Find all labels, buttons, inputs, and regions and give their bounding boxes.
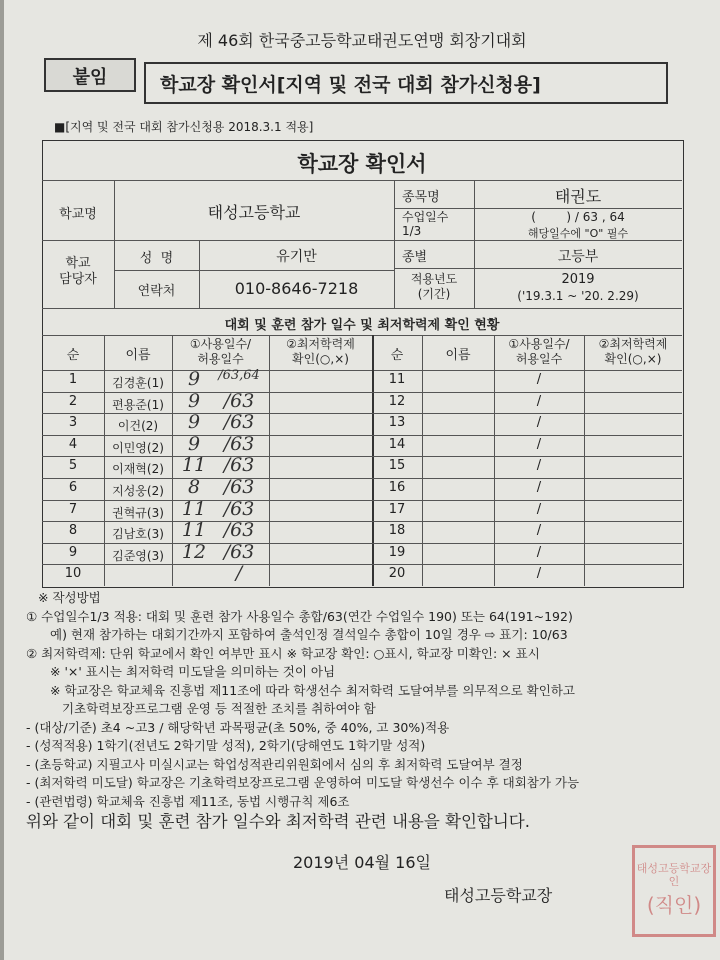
- row-name: 지성웅(2): [112, 484, 164, 498]
- row-number: 3: [68, 415, 78, 431]
- header-title-box: [144, 62, 668, 104]
- row-name: 이건(2): [117, 419, 159, 434]
- date: 2019년 04월 16일: [293, 853, 431, 872]
- row-number: 2: [68, 393, 78, 409]
- row-number-right: 13: [388, 415, 406, 431]
- row-used-days: 11: [181, 497, 207, 520]
- seal-stamp: 태성고등학교장인: [636, 862, 712, 888]
- official-seal: [632, 845, 716, 937]
- col-header-check: ②최저학력제 확인(○,×): [286, 337, 355, 366]
- row-allowed-days: /63,64: [218, 368, 260, 383]
- contact-value: 010-8646-7218: [234, 279, 359, 298]
- row-number: 1: [68, 372, 78, 387]
- row-allowed-days: /63: [223, 476, 255, 498]
- col-header-name-2: 이름: [445, 348, 471, 363]
- row-allowed-days: /63: [223, 389, 255, 412]
- row-days-right: /: [536, 544, 542, 560]
- row-number: 10: [64, 566, 82, 582]
- row-days-right: /: [536, 480, 542, 495]
- row-number-right: 16: [388, 480, 406, 495]
- row-allowed-days: /63: [223, 432, 255, 455]
- row-used-days: 11: [181, 519, 207, 542]
- row-name: 이재혁(2): [112, 462, 164, 477]
- header-title: 학교장 확인서[지역 및 전국 대회 참가신청용]: [160, 74, 541, 96]
- year-value: 2019: [561, 272, 595, 287]
- school-value: 태성고등학교: [207, 203, 301, 222]
- row-number-right: 11: [388, 372, 406, 387]
- row-number-right: 19: [388, 544, 406, 560]
- principal: 태성고등학교장: [444, 886, 553, 905]
- row-number-right: 15: [388, 458, 406, 474]
- row-days-right: /: [536, 501, 542, 517]
- instruction-line: - (초등학교) 지필고사 미실시교는 학업성적관리위원회에서 심의 후 최저학력 도달여부 결정: [26, 756, 523, 772]
- school-label: 학교명: [59, 207, 97, 222]
- row-days-right: /: [536, 566, 542, 582]
- row-number: 8: [68, 523, 78, 539]
- row-number-right: 17: [388, 501, 406, 517]
- row-number-right: 14: [388, 436, 406, 452]
- instruction-line: ※ 작성방법: [38, 590, 101, 605]
- row-used-days: 9: [187, 389, 201, 412]
- row-name: 김준영(3): [112, 548, 164, 563]
- row-allowed-days: /63: [223, 497, 255, 520]
- row-name: 편용준(1): [112, 397, 164, 412]
- row-number: 7: [68, 501, 78, 517]
- name-label: 성 명: [139, 251, 174, 266]
- row-allowed-days: /63: [223, 454, 255, 477]
- row-number-right: 20: [388, 566, 406, 582]
- row-days-right: /: [536, 458, 542, 474]
- instruction-line: - (관련법령) 학교체육 진흥법 제11조, 동법 시행규칙 제6조: [26, 793, 350, 809]
- division-label: 종별: [402, 250, 428, 265]
- col-header-name: 이름: [125, 348, 151, 363]
- contact-label: 연락처: [137, 284, 176, 299]
- instruction-line: ② 최저학력제: 단위 학교에서 확인 여부만 표시 ※ 학교장 확인: ○표시, 학교장 미확인: × 표시: [26, 645, 540, 661]
- row-name: 이민영(2): [112, 440, 164, 455]
- instruction-line: ① 수업일수1/3 적용: 대회 및 훈련 참가 사용일수 총합/63(연간 수업일수 190) 또는 64(191~192): [26, 608, 573, 624]
- row-days-right: /: [536, 436, 542, 452]
- row-days-right: /: [536, 372, 542, 387]
- row-name: 권혁규(3): [112, 505, 164, 520]
- row-used-days: 8: [187, 476, 201, 498]
- instruction-line: - (대상/기준) 초4 ~고3 / 해당학년 과목평균(초 50%, 중 40%, 고 30%)적용: [26, 719, 450, 735]
- row-number-right: 18: [388, 523, 406, 539]
- days-note: 해당일수에 "O" 필수: [527, 227, 629, 240]
- row-used-days: 9: [187, 432, 201, 455]
- division-value: 고등부: [557, 249, 599, 265]
- col-header-no: 순: [66, 348, 80, 363]
- instruction-line: 예) 현재 참가하는 대회기간까지 포함하여 출석인정 결석일수 총합이 10일 경우 ⇨ 표기: 10/63: [50, 627, 568, 642]
- row-days-right: /: [536, 393, 542, 409]
- annex-label: 붙임: [72, 67, 108, 88]
- row-days-right: /: [536, 415, 542, 431]
- instruction-line: - (최저학력 미도달) 학교장은 기초학력보장프로그램 운영하여 미도달 학생선수 이수 후 대회참가 가능: [26, 775, 580, 790]
- instruction-line: ※ '×' 표시는 최저학력 미도달을 의미하는 것이 아님: [50, 664, 336, 679]
- col-header-check-2: ②최저학력제 확인(○,×): [598, 337, 668, 366]
- form-note: ■[지역 및 전국 대회 참가신청용 2018.3.1 적용]: [54, 120, 314, 134]
- col-header-days: ①사용일수/ 허용일수: [189, 337, 252, 366]
- row-name: 김경훈(1): [112, 376, 164, 390]
- row-number-right: 12: [388, 393, 406, 409]
- col-header-days-2: ①사용일수/ 허용일수: [508, 337, 570, 366]
- row-used-days: 9: [187, 411, 201, 434]
- row-allowed-days: /63: [223, 519, 255, 542]
- row-allowed-days: /63: [223, 540, 255, 563]
- name-value: 유기만: [276, 249, 317, 265]
- row-number: 4: [68, 436, 78, 452]
- annex-label-box: [44, 58, 136, 92]
- row-allowed-days: /: [235, 562, 243, 585]
- instruction-line: 기초학력보장프로그램 운영 등 적절한 조치를 취하여야 함: [62, 701, 376, 716]
- event-label: 종목명: [402, 190, 440, 205]
- row-used-days: 9: [187, 368, 201, 390]
- instruction-line: - (성적적용) 1학기(전년도 2학기말 성적), 2학기(당해연도 1학기말 성적): [26, 738, 426, 753]
- days-label: 수업일수 1/3: [402, 210, 449, 238]
- row-number: 5: [68, 458, 78, 474]
- col-header-no-2: 순: [390, 348, 404, 363]
- row-used-days: 12: [181, 540, 207, 563]
- seal-text: (직인): [646, 893, 702, 917]
- document-page: [4, 0, 720, 960]
- period-value: ('19.3.1 ~ '20. 2.29): [517, 289, 639, 303]
- instruction-line: ※ 학교장은 학교체육 진흥법 제11조에 따라 학생선수 최저학력 도달여부를 의무적으로 확인하고: [50, 682, 575, 698]
- event-value: 태권도: [554, 187, 602, 206]
- confirm-text: 위와 같이 대회 및 훈련 참가 일수와 최저학력 관련 내용을 확인합니다.: [26, 812, 530, 831]
- row-days-right: /: [536, 523, 542, 539]
- row-name: 김남호(3): [112, 527, 164, 542]
- row-number: 6: [68, 480, 78, 495]
- event-title: 제 46회 한국중고등학교태권도연맹 회장기대회: [197, 31, 527, 50]
- doc-title: 학교장 확인서: [297, 152, 427, 176]
- section-title: 대회 및 훈련 참가 일수 및 최저학력제 확인 현황: [224, 318, 500, 333]
- row-allowed-days: /63: [223, 411, 255, 434]
- row-used-days: 11: [181, 454, 207, 477]
- days-value: ( ) / 63 , 64: [531, 210, 625, 224]
- manager-label: 학교 담당자: [59, 256, 97, 287]
- row-number: 9: [68, 544, 78, 560]
- year-label: 적용년도 (기간): [410, 272, 458, 301]
